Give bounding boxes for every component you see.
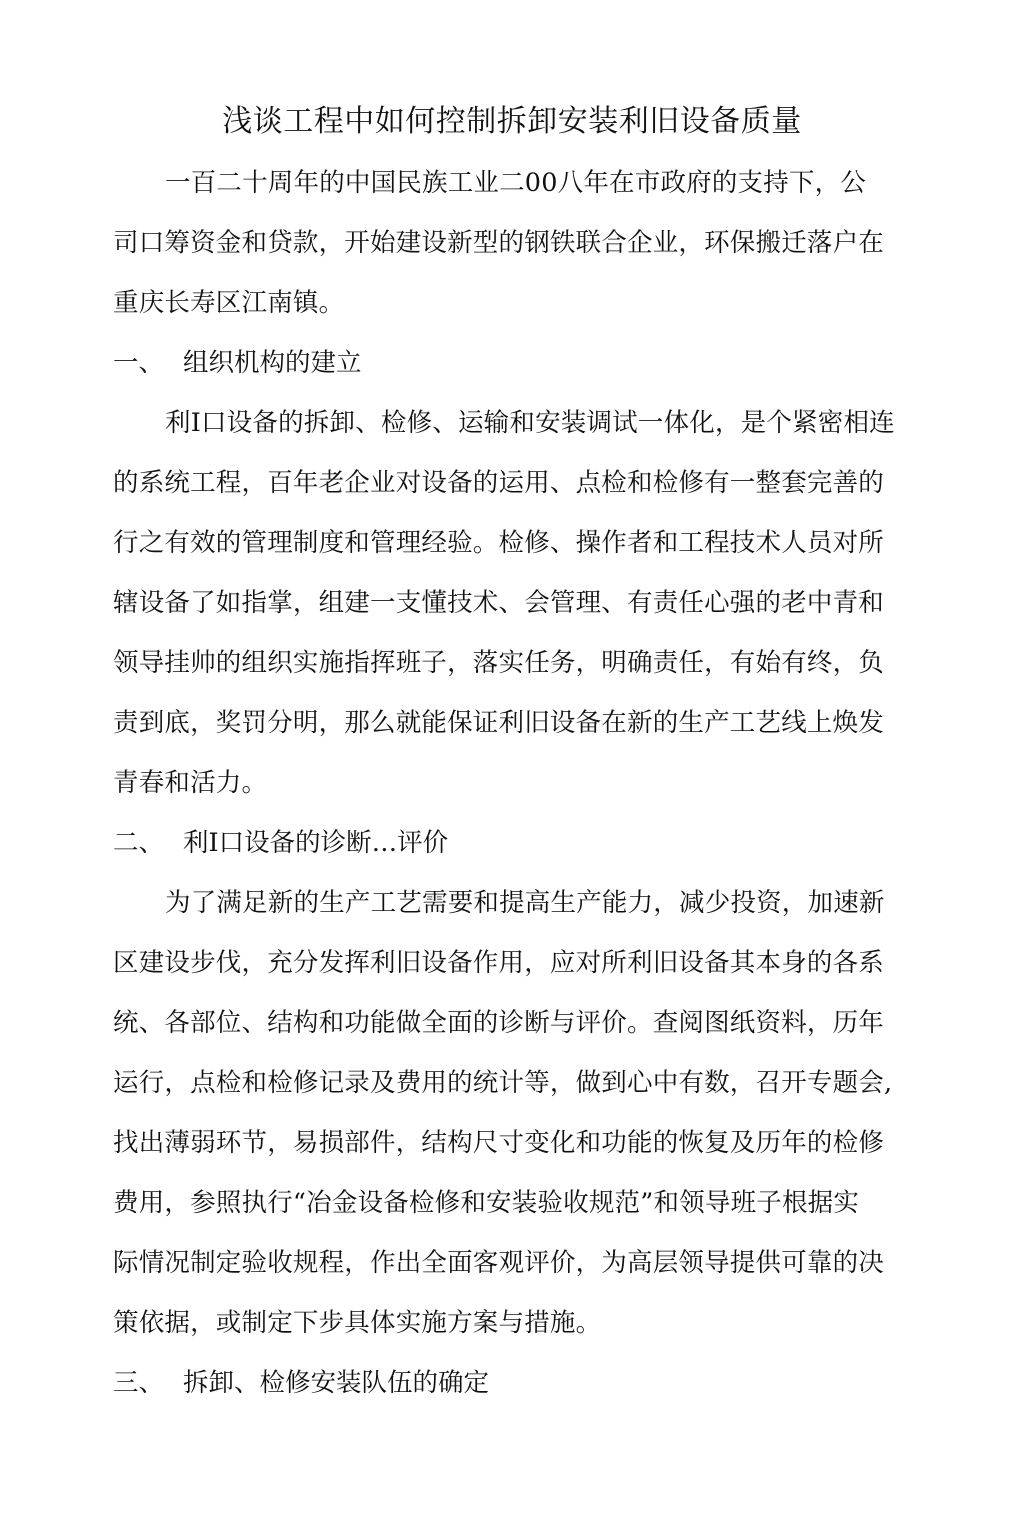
section-1-line-2: 的系统工程，百年老企业对设备的运用、点检和检修有一整套完善的 [113, 468, 885, 498]
section-2-heading [113, 823, 448, 863]
section-1-heading [113, 343, 362, 383]
intro-line-2: 司口筹资金和贷款，开始建设新型的钢铁联合企业，环保搬迁落户在 [113, 228, 885, 258]
section-1-line-6: 责到底，奖罚分明，那么就能保证利旧设备在新的生产工艺线上焕发 [113, 708, 885, 738]
section-2-line-6: 费用，参照执行“冶金设备检修和安装验收规范”和领导班子根据实 [113, 1188, 860, 1218]
section-3-title: 拆卸、检修安装队伍的确定 [183, 1368, 490, 1398]
section-1-title: 组织机构的建立 [183, 348, 362, 378]
section-3-heading [113, 1363, 489, 1403]
section-2-number: 二、 [113, 828, 165, 858]
intro-line-1: 一百二十周年的中国民族工业二00八年在市政府的支持下，公 [165, 168, 867, 198]
section-1-line-7: 青春和活力。 [113, 768, 268, 798]
section-3-number: 三、 [113, 1368, 165, 1398]
intro-line-3: 重庆长寿区江南镇。 [113, 288, 345, 318]
section-1-line-3: 行之有效的管理制度和管理经验。检修、操作者和工程技术人员对所 [113, 528, 885, 558]
section-2-line-3: 统、各部位、结构和功能做全面的诊断与评价。查阅图纸资料，历年 [113, 1008, 885, 1038]
section-1-line-1: 利I口设备的拆卸、检修、运输和安装调试一体化，是个紧密相连 [165, 408, 895, 438]
section-1-number: 一、 [113, 348, 165, 378]
section-2-line-1: 为了满足新的生产工艺需要和提高生产能力，减少投资，加速新 [165, 888, 885, 918]
section-2-line-2: 区建设步伐，充分发挥利旧设备作用，应对所利旧设备其本身的各系 [113, 948, 885, 978]
section-2-line-4: 运行，点检和检修记录及费用的统计等，做到心中有数，召开专题会, [113, 1068, 893, 1098]
section-1-line-5: 领导挂帅的组织实施指挥班子，落实任务，明确责任，有始有终，负 [113, 648, 885, 678]
section-2-line-5: 找出薄弱环节，易损部件，结构尺寸变化和功能的恢复及历年的检修 [113, 1128, 885, 1158]
section-2-line-7: 际情况制定验收规程，作出全面客观评价，为高层领导提供可靠的决 [113, 1248, 885, 1278]
section-2-line-8: 策依据，或制定下步具体实施方案与措施。 [113, 1308, 602, 1338]
section-1-line-4: 辖设备了如指掌，组建一支懂技术、会管理、有责任心强的老中青和 [113, 588, 885, 618]
document-title: 浅谈工程中如何控制拆卸安装利旧设备质量 [222, 104, 802, 139]
section-2-title: 利I口设备的诊断…评价 [183, 828, 449, 858]
